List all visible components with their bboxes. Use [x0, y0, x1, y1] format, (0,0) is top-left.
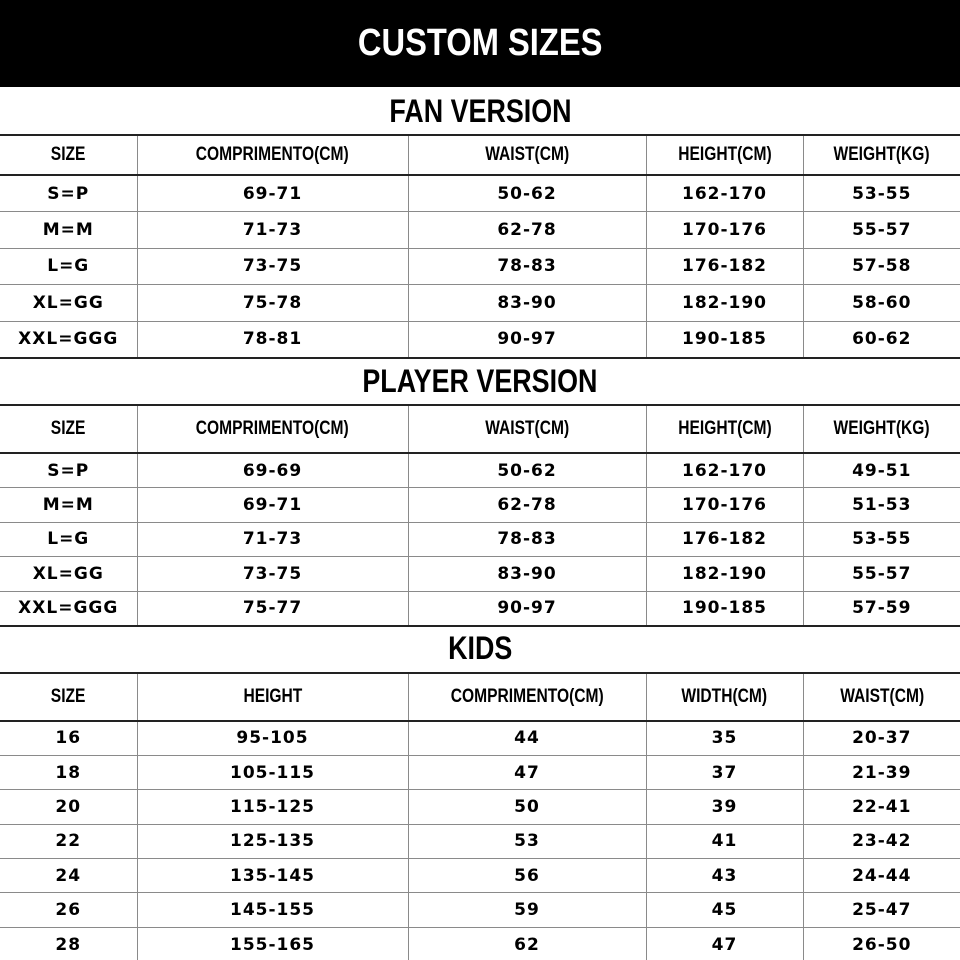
- player-cell: 83-90: [408, 557, 646, 592]
- player-cell: 190-185: [646, 591, 803, 626]
- player-cell: 182-190: [646, 557, 803, 592]
- table-row: [0, 285, 960, 322]
- kids-cell: 62: [408, 927, 646, 960]
- kids-cell: 24: [0, 859, 137, 893]
- player-cell: S=P: [0, 453, 137, 488]
- player-cell: 62-78: [408, 488, 646, 523]
- fan-cell: XL=GG: [0, 285, 137, 322]
- kids-header-cell: HEIGHT: [137, 673, 408, 721]
- kids-header-cell: WIDTH(CM): [646, 673, 803, 721]
- player-cell: 78-83: [408, 522, 646, 557]
- kids-cell: 95-105: [137, 721, 408, 755]
- fan-cell: 75-78: [137, 285, 408, 322]
- player-size-table: [0, 404, 960, 627]
- fan-header-cell: HEIGHT(CM): [646, 135, 803, 175]
- player-section-title: PLAYER VERSION: [362, 362, 598, 399]
- kids-cell: 28: [0, 927, 137, 960]
- kids-cell: 20-37: [803, 721, 960, 755]
- fan-cell: 73-75: [137, 248, 408, 285]
- kids-header-cell: COMPRIMENTO(CM): [408, 673, 646, 721]
- fan-cell: 62-78: [408, 212, 646, 249]
- fan-header-cell: WEIGHT(KG): [803, 135, 960, 175]
- player-cell: 90-97: [408, 591, 646, 626]
- player-header-cell: SIZE: [0, 405, 137, 453]
- fan-cell: 176-182: [646, 248, 803, 285]
- table-row: [0, 557, 960, 592]
- fan-cell: M=M: [0, 212, 137, 249]
- fan-header-cell: WAIST(CM): [408, 135, 646, 175]
- player-cell: 162-170: [646, 453, 803, 488]
- table-row: [0, 859, 960, 893]
- kids-cell: 125-135: [137, 824, 408, 858]
- table-row: [0, 721, 960, 755]
- kids-cell: 47: [646, 927, 803, 960]
- table-row: [0, 893, 960, 927]
- player-header-cell: COMPRIMENTO(CM): [137, 405, 408, 453]
- page-banner: [0, 0, 960, 87]
- table-row: [0, 790, 960, 824]
- kids-cell: 115-125: [137, 790, 408, 824]
- table-row: [0, 321, 960, 358]
- kids-cell: 16: [0, 721, 137, 755]
- fan-cell: 190-185: [646, 321, 803, 358]
- player-cell: 49-51: [803, 453, 960, 488]
- table-row: [0, 522, 960, 557]
- player-cell: 176-182: [646, 522, 803, 557]
- kids-cell: 22-41: [803, 790, 960, 824]
- kids-cell: 145-155: [137, 893, 408, 927]
- table-row: [0, 453, 960, 488]
- fan-cell: 57-58: [803, 248, 960, 285]
- fan-header-row: [0, 135, 960, 175]
- fan-cell: 50-62: [408, 175, 646, 212]
- table-row: [0, 175, 960, 212]
- player-cell: 53-55: [803, 522, 960, 557]
- player-cell: XL=GG: [0, 557, 137, 592]
- player-cell: 170-176: [646, 488, 803, 523]
- fan-cell: 71-73: [137, 212, 408, 249]
- kids-cell: 18: [0, 755, 137, 789]
- kids-cell: 23-42: [803, 824, 960, 858]
- fan-cell: 60-62: [803, 321, 960, 358]
- player-cell: 69-69: [137, 453, 408, 488]
- table-row: [0, 212, 960, 249]
- fan-header-cell: COMPRIMENTO(CM): [137, 135, 408, 175]
- player-cell: 69-71: [137, 488, 408, 523]
- fan-size-table: [0, 134, 960, 359]
- fan-cell: 78-83: [408, 248, 646, 285]
- kids-cell: 35: [646, 721, 803, 755]
- fan-cell: 83-90: [408, 285, 646, 322]
- fan-cell: 90-97: [408, 321, 646, 358]
- kids-header-row: [0, 673, 960, 721]
- table-row: [0, 248, 960, 285]
- kids-cell: 24-44: [803, 859, 960, 893]
- kids-cell: 47: [408, 755, 646, 789]
- banner-title: CUSTOM SIZES: [357, 22, 603, 64]
- player-header-cell: WEIGHT(KG): [803, 405, 960, 453]
- player-cell: 51-53: [803, 488, 960, 523]
- kids-cell: 45: [646, 893, 803, 927]
- table-row: [0, 824, 960, 858]
- fan-header-cell: SIZE: [0, 135, 137, 175]
- fan-cell: 78-81: [137, 321, 408, 358]
- kids-cell: 43: [646, 859, 803, 893]
- kids-header-cell: SIZE: [0, 673, 137, 721]
- kids-header-cell: WAIST(CM): [803, 673, 960, 721]
- kids-cell: 50: [408, 790, 646, 824]
- player-header-cell: HEIGHT(CM): [646, 405, 803, 453]
- kids-size-table: [0, 672, 960, 960]
- kids-cell: 21-39: [803, 755, 960, 789]
- kids-cell: 39: [646, 790, 803, 824]
- kids-cell: 41: [646, 824, 803, 858]
- kids-cell: 135-145: [137, 859, 408, 893]
- kids-cell: 44: [408, 721, 646, 755]
- player-cell: 50-62: [408, 453, 646, 488]
- fan-cell: 53-55: [803, 175, 960, 212]
- table-row: [0, 488, 960, 523]
- player-header-row: [0, 405, 960, 453]
- player-header-cell: WAIST(CM): [408, 405, 646, 453]
- kids-cell: 22: [0, 824, 137, 858]
- kids-cell: 37: [646, 755, 803, 789]
- fan-cell: 58-60: [803, 285, 960, 322]
- fan-cell: 69-71: [137, 175, 408, 212]
- kids-cell: 105-115: [137, 755, 408, 789]
- table-row: [0, 755, 960, 789]
- kids-section-title: KIDS: [447, 629, 513, 666]
- kids-cell: 56: [408, 859, 646, 893]
- fan-cell: L=G: [0, 248, 137, 285]
- table-row: [0, 927, 960, 960]
- fan-cell: 55-57: [803, 212, 960, 249]
- kids-cell: 20: [0, 790, 137, 824]
- player-cell: L=G: [0, 522, 137, 557]
- player-cell: XXL=GGG: [0, 591, 137, 626]
- player-cell: M=M: [0, 488, 137, 523]
- kids-cell: 25-47: [803, 893, 960, 927]
- table-row: [0, 591, 960, 626]
- player-cell: 71-73: [137, 522, 408, 557]
- player-cell: 55-57: [803, 557, 960, 592]
- player-cell: 73-75: [137, 557, 408, 592]
- fan-cell: 162-170: [646, 175, 803, 212]
- fan-cell: S=P: [0, 175, 137, 212]
- kids-cell: 26-50: [803, 927, 960, 960]
- kids-cell: 59: [408, 893, 646, 927]
- fan-section-title: FAN VERSION: [388, 92, 572, 129]
- kids-cell: 26: [0, 893, 137, 927]
- fan-cell: 170-176: [646, 212, 803, 249]
- kids-cell: 53: [408, 824, 646, 858]
- fan-cell: 182-190: [646, 285, 803, 322]
- kids-cell: 155-165: [137, 927, 408, 960]
- player-cell: 75-77: [137, 591, 408, 626]
- fan-cell: XXL=GGG: [0, 321, 137, 358]
- player-cell: 57-59: [803, 591, 960, 626]
